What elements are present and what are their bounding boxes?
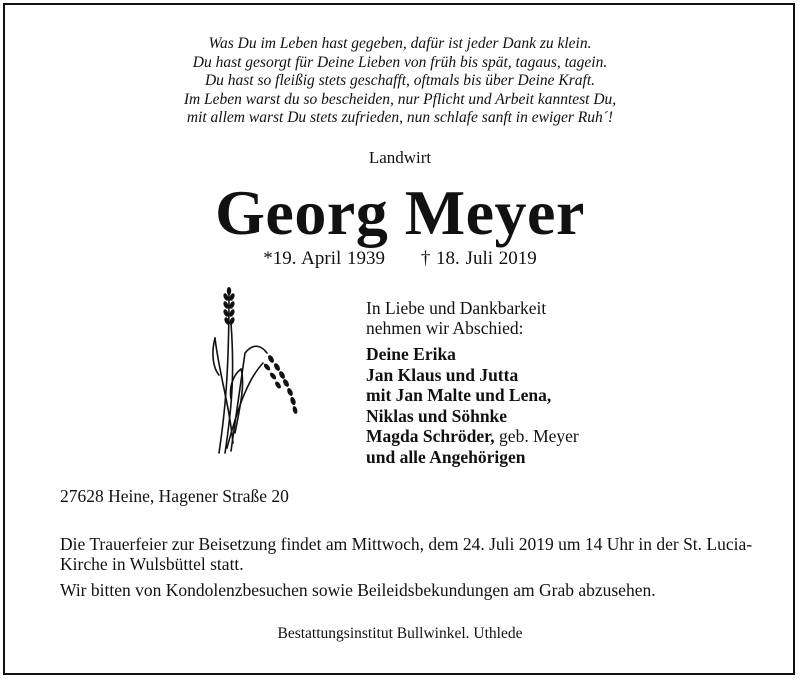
address: 27628 Heine, Hagener Straße 20: [60, 486, 289, 506]
mourner: Jan Klaus und Jutta: [366, 364, 519, 385]
service-announcement: Die Trauerfeier zur Beisetzung findet am Mittwoch, dem 24. Juli 2019 um 14 Uhr in der St. Lucia- Kirche in Wulsbüttel statt.: [60, 534, 753, 574]
wheat-grain: [267, 354, 275, 364]
deceased-name: Georg Meyer: [215, 177, 585, 248]
poem-line: Du hast gesorgt für Deine Lieben von früh bis spät, tagaus, tagein.: [192, 53, 608, 71]
mourner: [366, 426, 579, 447]
wheat-grain: [278, 370, 286, 380]
wheat-grain: [286, 387, 294, 397]
poem-line: Im Leben warst du so bescheiden, nur Pflicht und Arbeit kanntest Du,: [183, 90, 617, 108]
mourner: mit Jan Malte und Lena,: [366, 385, 552, 405]
poem-line: mit allem warst Du stets zufrieden, nun schlafe sanft in ewiger Ruh´!: [186, 109, 614, 126]
occupation: Landwirt: [368, 148, 432, 167]
life-dates: [0, 248, 800, 270]
wheat-grain: [289, 396, 296, 406]
wheat-grain: [263, 363, 272, 372]
birth-date: *19. April 1939: [263, 248, 386, 269]
wheat-grain: [274, 380, 282, 389]
wheat-stalk: [231, 346, 267, 451]
wheat-grain: [282, 378, 290, 388]
mourner-note: geb. Meyer: [494, 426, 579, 446]
farewell-text: [366, 298, 546, 338]
wheat-icon: [205, 283, 305, 458]
memorial-poem: [0, 35, 800, 128]
mourner: Deine Erika: [366, 344, 456, 364]
mourners-list: [366, 344, 579, 467]
poem-line: Was Du im Leben hast gegeben, dafür ist jeder Dank zu klein.: [208, 35, 592, 52]
wheat-grain: [292, 406, 298, 415]
farewell-line: In Liebe und Dankbarkeit: [366, 298, 547, 318]
wheat-grain: [269, 372, 278, 381]
mourner: Niklas und Söhnke: [366, 405, 508, 426]
undertaker: Bestattungsinstitut Bullwinkel. Uthlede: [277, 625, 523, 642]
death-date: † 18. Juli 2019: [420, 248, 537, 269]
mourner-name: Magda Schröder,: [366, 426, 495, 446]
poem-line: Du hast so fleißig stets geschafft, oftmals bis über Deine Kraft.: [204, 72, 596, 89]
condolence-request: Wir bitten von Kondolenzbesuchen sowie Beileidsbekundungen am Grab abzusehen.: [60, 580, 656, 600]
wheat-grain: [227, 287, 231, 295]
wheat-grain: [273, 362, 281, 372]
farewell-line: nehmen wir Abschied:: [366, 318, 524, 338]
mourner: und alle Angehörigen: [366, 446, 526, 467]
